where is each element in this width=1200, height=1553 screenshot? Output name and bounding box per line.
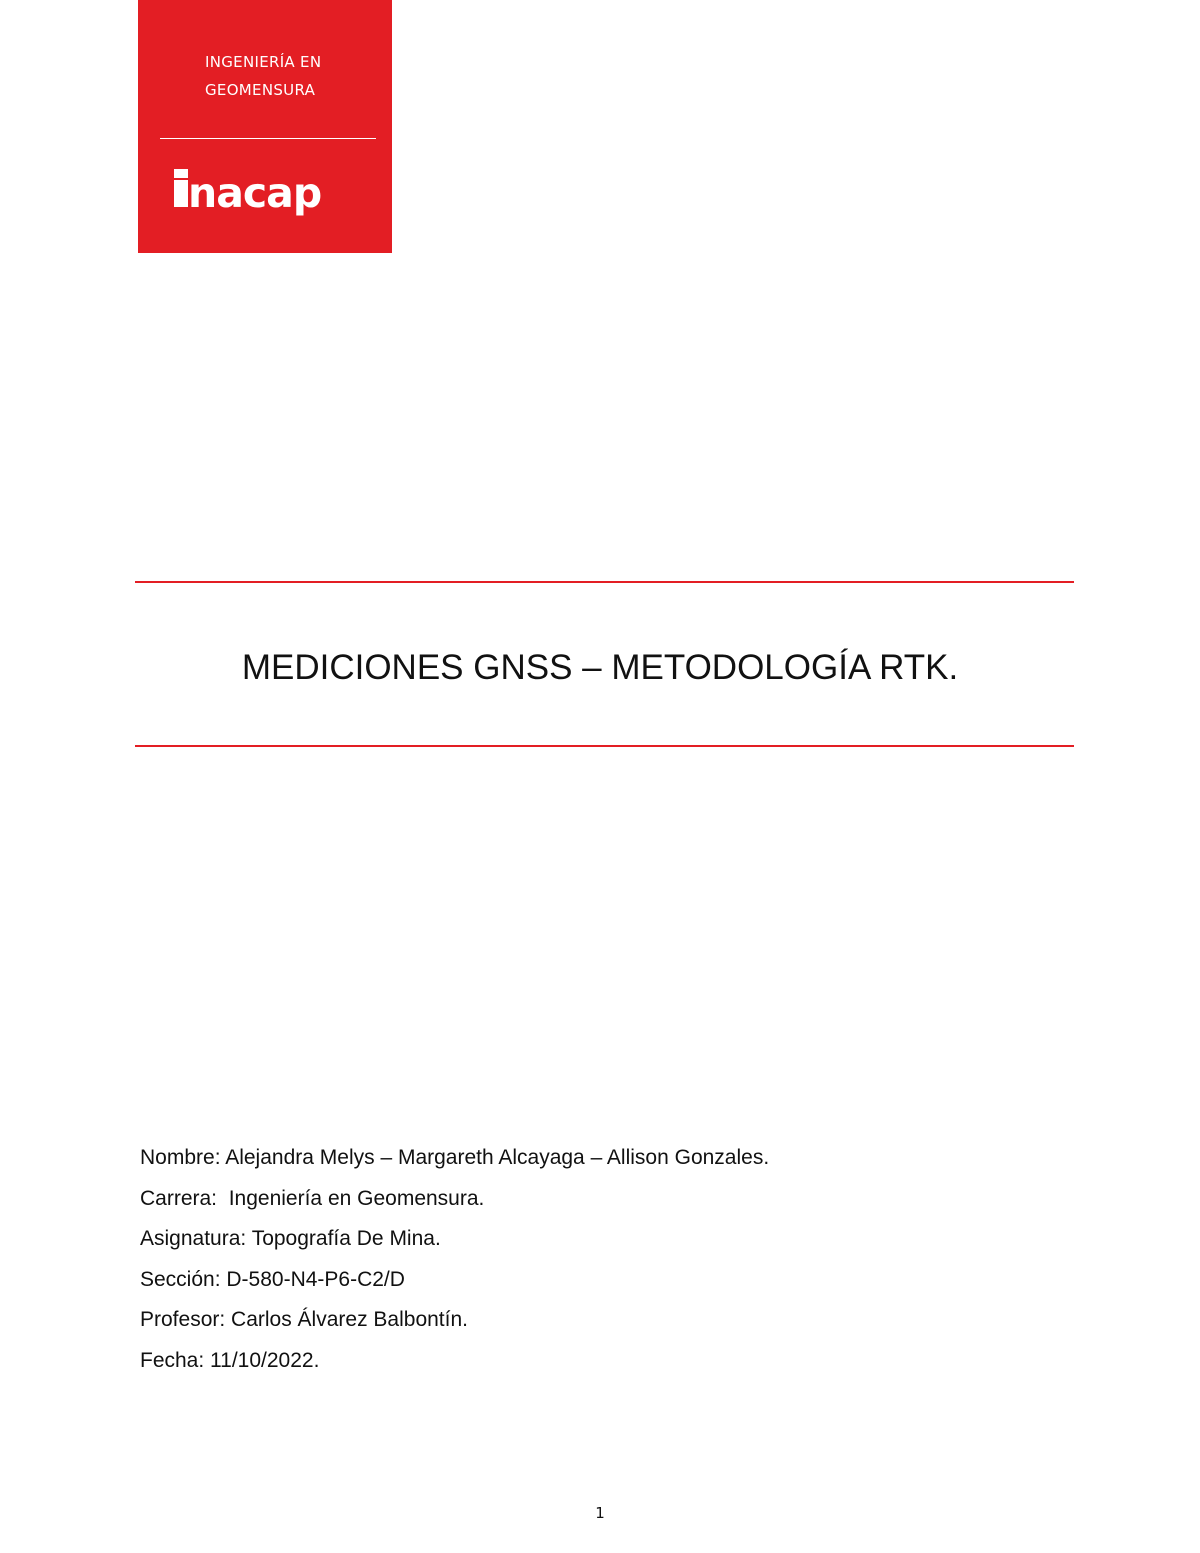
logo-divider: [160, 138, 376, 139]
field-value: Topografía De Mina.: [246, 1227, 441, 1250]
info-row-profesor: [140, 1305, 1100, 1346]
page-number: 1: [595, 1504, 605, 1522]
field-value: Carlos Álvarez Balbontín.: [225, 1308, 468, 1331]
field-label: Asignatura:: [140, 1227, 247, 1250]
field-label: Carrera:: [140, 1186, 218, 1210]
field-value: Alejandra Melys – Margareth Alcayaga – Allison Gonzales.: [220, 1146, 770, 1169]
field-label: Profesor:: [140, 1308, 226, 1331]
svg-text:nacap: nacap: [188, 169, 322, 217]
field-value: D-580-N4-P6-C2/D: [220, 1267, 405, 1291]
info-row-fecha: [140, 1346, 1100, 1387]
field-label: Nombre:: [140, 1146, 221, 1169]
logo-subtitle-line-2: GEOMENSURA: [205, 81, 316, 99]
field-label: Fecha:: [140, 1348, 205, 1372]
document-title: MEDICIONES GNSS – METODOLOGÍA RTK.: [241, 648, 959, 687]
cover-info-list: [140, 1143, 1100, 1386]
field-label: Sección:: [140, 1267, 221, 1291]
field-value: Ingeniería en Geomensura.: [217, 1186, 485, 1210]
logo-subtitle: [205, 48, 385, 104]
title-bottom-rule: [135, 745, 1074, 747]
info-row-carrera: [140, 1184, 1100, 1225]
title-top-rule: [135, 581, 1074, 583]
info-row-seccion: [140, 1265, 1100, 1306]
inacap-logo: [174, 166, 364, 226]
info-row-asignatura: [140, 1224, 1100, 1265]
logo-subtitle-line-1: INGENIERÍA EN: [205, 53, 322, 71]
info-row-nombre: [140, 1143, 1100, 1184]
institution-logo-block: [138, 0, 392, 253]
field-value: 11/10/2022.: [204, 1348, 320, 1372]
